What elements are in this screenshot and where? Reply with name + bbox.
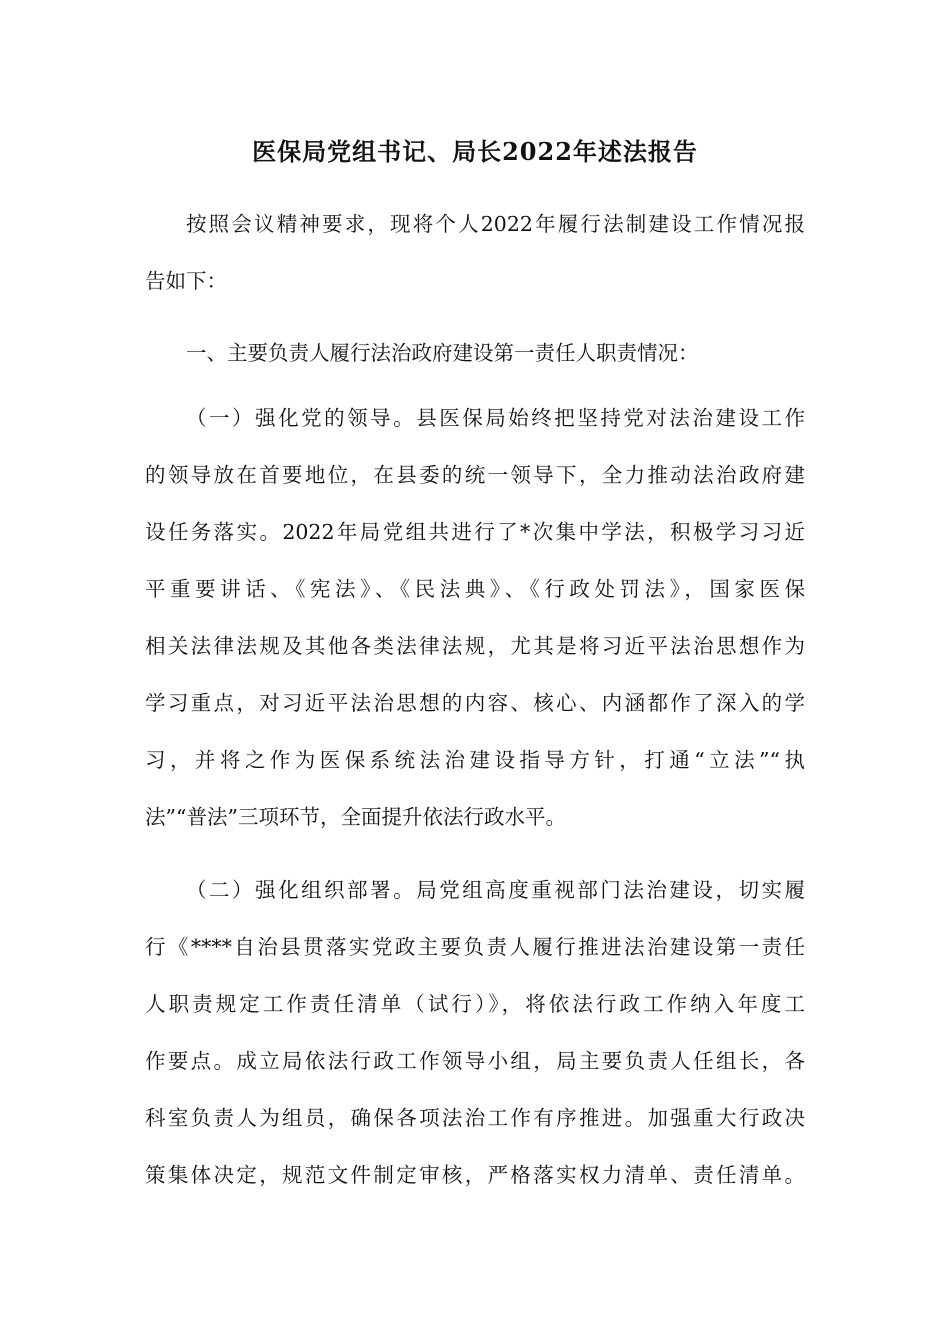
section-heading: 一、主要负责人履行法治政府建设第一责任人职责情况： xyxy=(186,341,699,365)
paragraph-1-line-4: 平重要讲话、《宪法》、《民法典》、《行政处罚法》，国家医保 xyxy=(145,577,805,601)
paragraph-1-line-5: 相关法律法规及其他各类法律法规，尤其是将习近平法治思想作为 xyxy=(145,634,805,658)
paragraph-2-line-5: 科室负责人为组员，确保各项法治工作有序推进。加强重大行政决 xyxy=(145,1106,805,1130)
paragraph-1-line-6: 学习重点，对习近平法治思想的内容、核心、内涵都作了深入的学 xyxy=(145,691,805,715)
intro-line-2: 告如下： xyxy=(145,269,227,293)
paragraph-2-line-4: 作要点。成立局依法行政工作领导小组，局主要负责人任组长，各 xyxy=(145,1049,805,1073)
paragraph-1-line-8: 法”“普法”三项环节，全面提升依法行政水平。 xyxy=(145,805,566,829)
paragraph-1-line-1: （一）强化党的领导。县医保局始终把坚持党对法治建设工作 xyxy=(186,406,805,430)
paragraph-2-line-2: 行《****自治县贯落实党政主要负责人履行推进法治建设第一责任 xyxy=(145,935,805,959)
document-title: 医保局党组书记、局长2022年述法报告 xyxy=(252,137,698,166)
paragraph-1-line-3: 设任务落实。2022年局党组共进行了*次集中学法，积极学习习近 xyxy=(145,520,805,544)
paragraph-2-line-1: （二）强化组织部署。局党组高度重视部门法治建设，切实履 xyxy=(186,878,805,902)
paragraph-2-line-3: 人职责规定工作责任清单（试行）》，将依法行政工作纳入年度工 xyxy=(145,992,805,1016)
intro-line-1: 按照会议精神要求，现将个人2022年履行法制建设工作情况报 xyxy=(186,212,805,236)
paragraph-1-line-7: 习，并将之作为医保系统法治建设指导方针，打通“立法”“执 xyxy=(145,748,805,772)
paragraph-1-line-2: 的领导放在首要地位，在县委的统一领导下，全力推动法治政府建 xyxy=(145,463,805,487)
paragraph-2-line-6: 策集体决定，规范文件制定审核，严格落实权力清单、责任清单。 xyxy=(145,1163,805,1187)
